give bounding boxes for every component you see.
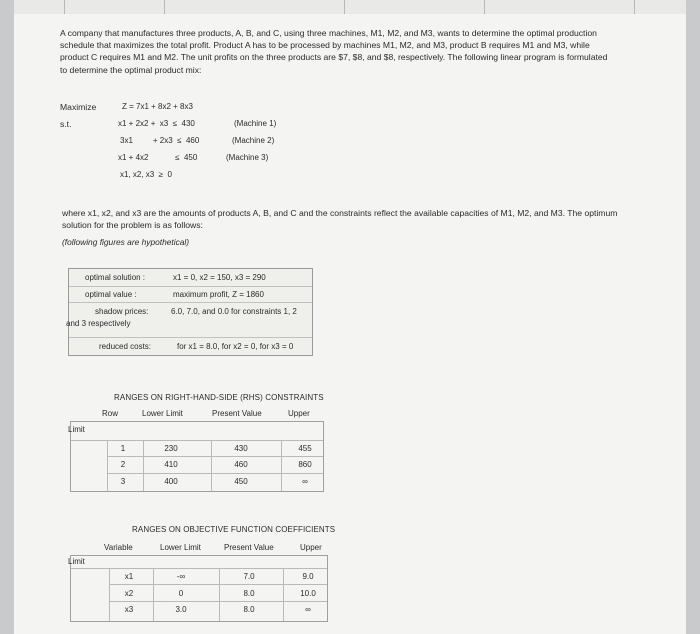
optimal-value-label: optimal value :	[85, 290, 137, 299]
top-strip	[14, 0, 686, 14]
optimal-solution-value: x1 = 0, x2 = 150, x3 = 290	[173, 273, 266, 282]
rhs-ranges-table	[70, 421, 324, 492]
table-cell: x2	[124, 589, 134, 598]
rhs-header-upper: Upper	[288, 409, 310, 418]
hypothetical-note: (following figures are hypothetical)	[62, 237, 190, 247]
table-cell: 1	[120, 444, 126, 453]
optimal-solution-label: optimal solution :	[85, 273, 146, 282]
table-cell: 10.0	[300, 589, 316, 598]
table-cell: 430	[234, 444, 248, 453]
table-cell: x3	[124, 605, 134, 614]
shadow-prices-continued: and 3 respectively	[66, 319, 131, 328]
maximize-label: Maximize	[60, 102, 97, 112]
constraint-1: x1 + 2x2 + x3 ≤ 430	[118, 119, 195, 128]
constraint-3: x1 + 4x2 ≤ 450	[118, 153, 198, 162]
table-cell: 3.0	[175, 605, 187, 614]
intro-line: product C requires M1 and M2. The unit profits on the three products are $7, $8, and $8, respectively. The following linear program is formulated	[60, 52, 608, 63]
obj-header-lower-limit: Lower Limit	[160, 543, 201, 552]
table-cell: 450	[234, 477, 248, 486]
constraint-3-note: (Machine 3)	[226, 153, 269, 162]
objective-ranges-title: RANGES ON OBJECTIVE FUNCTION COEFFICIENTS	[132, 525, 336, 534]
st-label: s.t.	[60, 119, 72, 129]
reduced-costs-label: reduced costs:	[99, 342, 152, 351]
nonnegativity: x1, x2, x3 ≥ 0	[120, 170, 172, 179]
table-cell: 230	[164, 444, 178, 453]
shadow-prices-label: shadow prices:	[95, 307, 149, 316]
table-cell: 0	[178, 589, 184, 598]
shadow-prices-value: 6.0, 7.0, and 0.0 for constraints 1, 2	[171, 307, 297, 316]
table-cell: 8.0	[243, 605, 255, 614]
obj-header-upper: Upper	[300, 543, 322, 552]
table-cell: 460	[234, 460, 248, 469]
intro-line: schedule that maximizes the total profit. Product A has to be processed by machines M1, M2, and M3, product B requires M1 and M3, while	[60, 40, 590, 51]
objective-function: Z = 7x1 + 8x2 + 8x3	[122, 102, 193, 111]
where-line: where x1, x2, and x3 are the amounts of products A, B, and C and the constraints reflect the available capacities of M1, M2, and M3. The optimum	[62, 208, 618, 218]
obj-limit-label: Limit	[68, 557, 85, 566]
table-cell: 455	[298, 444, 312, 453]
rhs-header-row: Row	[102, 409, 119, 418]
rhs-header-present-value: Present Value	[212, 409, 262, 418]
optimal-value-value: maximum profit, Z = 1860	[173, 290, 264, 299]
obj-header-present-value: Present Value	[224, 543, 274, 552]
intro-line: to determine the optimal product mix:	[60, 64, 202, 75]
problem-statement	[60, 27, 664, 76]
table-cell: 7.0	[243, 572, 255, 581]
table-cell: ∞	[302, 477, 308, 486]
constraint-2-note: (Machine 2)	[232, 136, 275, 145]
where-line: solution for the problem is as follows:	[62, 219, 203, 230]
table-cell: 3	[120, 477, 126, 486]
table-cell: -∞	[176, 572, 186, 581]
rhs-ranges-title: RANGES ON RIGHT-HAND-SIDE (RHS) CONSTRAINTS	[114, 393, 324, 402]
table-cell: 860	[298, 460, 312, 469]
table-cell: 410	[164, 460, 178, 469]
solution-box	[68, 268, 313, 356]
rhs-header-lower-limit: Lower Limit	[142, 409, 183, 418]
document-page	[14, 0, 686, 634]
table-cell: 9.0	[302, 572, 314, 581]
rhs-limit-label: Limit	[68, 425, 85, 434]
table-cell: ∞	[305, 605, 311, 614]
constraint-1-note: (Machine 1)	[234, 119, 277, 128]
table-cell: 2	[120, 460, 126, 469]
table-cell: 8.0	[243, 589, 255, 598]
objective-ranges-table	[70, 555, 328, 622]
obj-header-variable: Variable	[104, 543, 133, 552]
table-cell: x1	[124, 572, 134, 581]
table-cell: 400	[164, 477, 178, 486]
solution-description	[62, 208, 662, 231]
constraint-2: 3x1 + 2x3 ≤ 460	[120, 136, 200, 145]
intro-line: A company that manufactures three products, A, B, and C, using three machines, M1, M2, and M3, wants to determine the optimal production	[60, 28, 597, 38]
reduced-costs-value: for x1 = 8.0, for x2 = 0, for x3 = 0	[177, 342, 294, 351]
